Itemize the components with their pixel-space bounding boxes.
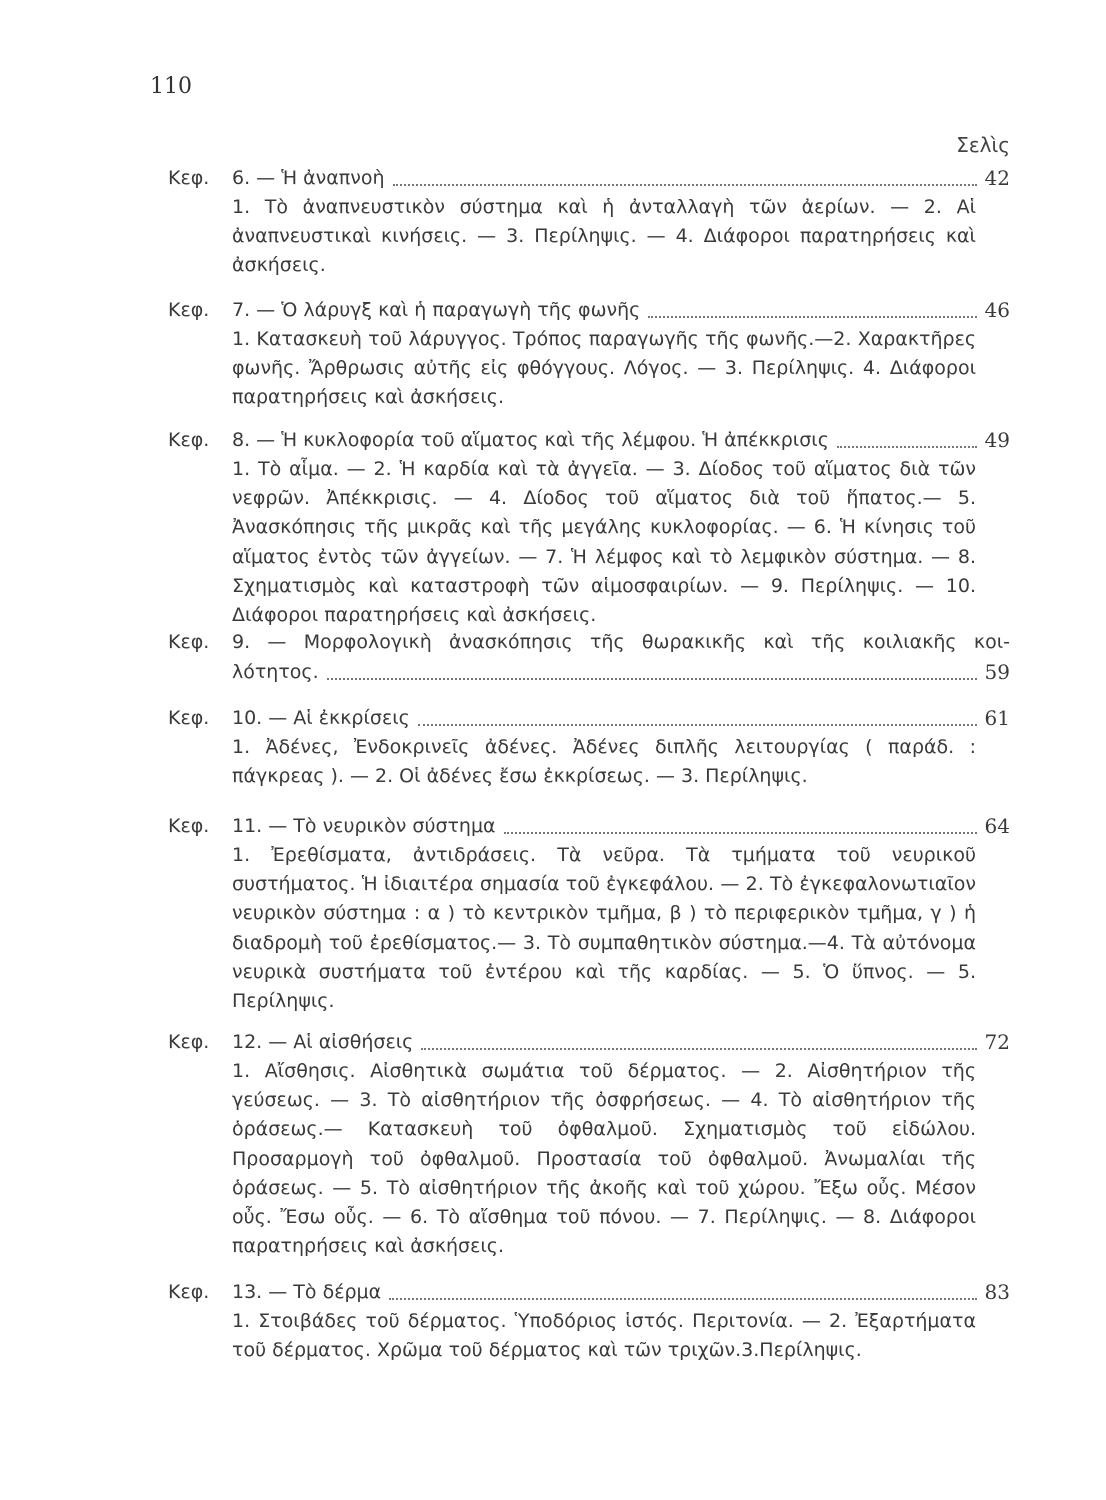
chapter-title-row[interactable] xyxy=(232,812,1010,841)
chapter-label: Κεφ. xyxy=(168,429,210,451)
leader-dots xyxy=(418,723,977,726)
page-reference: 49 xyxy=(984,428,1010,452)
leader-dots xyxy=(389,1297,976,1300)
page-reference: 83 xyxy=(984,1280,1010,1304)
page-reference: 72 xyxy=(984,1030,1010,1054)
chapter-title: 13. — Τὸ δέρμα xyxy=(232,1281,382,1303)
page-reference: 61 xyxy=(984,706,1010,730)
leader-dots xyxy=(327,677,977,680)
chapter-title: 11. — Τὸ νευρικὸν σύστημα xyxy=(232,815,496,837)
chapter-label: Κεφ. xyxy=(168,707,210,729)
chapter-subtopics: 1. Στοιβάδες τοῦ δέρματος. Ὑποδόριος ἱστός. Περιτονία. — 2. Ἐξαρτήματα τοῦ δέρματος. Χρῶμα τοῦ δέρματος καὶ τῶν τριχῶν.3.Περίληψις. xyxy=(232,1310,976,1362)
leader-dots xyxy=(421,1047,976,1050)
leader-dots xyxy=(393,183,977,186)
chapter-subtopics: 1. Τὸ ἀναπνευστικὸν σύστημα καὶ ἡ ἀνταλλαγὴ τῶν ἀερίων. — 2. Αἱ ἀναπνευστικαὶ κινήσεις. — 3. Περίληψις. — 4. Διάφοροι παρατηρήσεις καὶ ἀσκήσεις. xyxy=(232,196,976,277)
chapter-title-row[interactable] xyxy=(232,1028,1010,1057)
chapter-title: λότητος. xyxy=(232,661,319,683)
chapter-title: 7. — Ὁ λάρυγξ καὶ ἡ παραγωγὴ τῆς φωνῆς xyxy=(232,299,641,321)
leader-dots xyxy=(648,315,976,318)
chapter-title: 10. — Αἱ ἐκκρίσεις xyxy=(232,707,410,729)
chapter-subtopics: 1. Κατασκευὴ τοῦ λάρυγγος. Τρόπος παραγωγῆς τῆς φωνῆς.—2. Χαρακτῆρες φωνῆς. Ἄρθρωσις αὐτῆς εἰς φθόγγους. Λόγος. — 3. Περίληψις. 4. Διάφοροι παρατηρήσεις καὶ ἀσκήσεις. xyxy=(232,328,976,409)
chapter-title-row[interactable] xyxy=(232,296,1010,325)
chapter-label: Κεφ. xyxy=(168,815,210,837)
chapter-label: Κεφ. xyxy=(168,631,210,653)
chapter-title-row[interactable] xyxy=(232,164,1010,193)
chapter-title-line1[interactable]: 9. — Μορφολογικὴ ἀνασκόπησις τῆς θωρακικῆς καὶ τῆς κοιλιακῆς κοι- xyxy=(232,631,1010,653)
page-reference: 42 xyxy=(984,166,1010,190)
page-reference: 59 xyxy=(984,660,1010,684)
chapter-label: Κεφ. xyxy=(168,1031,210,1053)
chapter-subtopics: 1. Ἀδένες, Ἐνδοκρινεῖς ἀδένες. Ἀδένες διπλῆς λειτουργίας ( παράδ. : πάγκρεας ). — 2. Οἱ ἀδένες ἔσω ἐκκρίσεως. — 3. Περίληψις. xyxy=(232,736,976,788)
page-number: 110 xyxy=(150,74,192,99)
chapter-title: 8. — Ἡ κυκλοφορία τοῦ αἵματος καὶ τῆς λέμφου. Ἡ ἀπέκκρισις xyxy=(232,429,829,451)
chapter-title: 12. — Αἱ αἰσθήσεις xyxy=(232,1031,414,1053)
chapter-label: Κεφ. xyxy=(168,299,210,321)
chapter-label: Κεφ. xyxy=(168,1281,210,1303)
chapter-title-row[interactable] xyxy=(232,704,1010,733)
chapter-title-row[interactable] xyxy=(232,658,1010,687)
chapter-subtopics: 1. Τὸ αἷμα. — 2. Ἡ καρδία καὶ τὰ ἀγγεῖα. — 3. Δίοδος τοῦ αἵματος διὰ τῶν νεφρῶν. Ἀπέκκρισις. — 4. Δίοδος τοῦ αἵματος διὰ τοῦ ἥπατος.— 5. Ἀνασκόπησις τῆς μικρᾶς καὶ τῆς μεγάλης κυκλοφορίας. — 6. Ἡ κίνησις τοῦ αἵματος ἐντὸς τῶν ἀγγείων. — 7. Ἡ λέμφος καὶ τὸ λεμφικὸν σύστημα. — 8. Σχηματισμὸς καὶ καταστροφὴ τῶν αἱμοσφαιρίων. — 9. Περίληψις. — 10. Διάφοροι παρατηρήσεις καὶ ἀσκήσεις. xyxy=(232,458,976,627)
chapter-title-row[interactable] xyxy=(232,1278,1010,1307)
chapter-title-row[interactable] xyxy=(232,426,1010,455)
leader-dots xyxy=(504,831,977,834)
page-reference: 64 xyxy=(984,814,1010,838)
chapter-subtopics: 1. Αἴσθησις. Αἰσθητικὰ σωμάτια τοῦ δέρματος. — 2. Αἰσθητήριον τῆς γεύσεως. — 3. Τὸ αἰσθητήριον τῆς ὀσφρήσεως. — 4. Τὸ αἰσθητήριον τῆς ὁράσεως.— Κατασκευὴ τοῦ ὀφθαλμοῦ. Σχηματισμὸς τοῦ εἰδώλου. Προσαρμογὴ τοῦ ὀφθαλμοῦ. Προστασία τοῦ ὀφθαλμοῦ. Ἀνωμαλίαι τῆς ὁράσεως. — 5. Τὸ αἰσθητήριον τῆς ἀκοῆς καὶ τοῦ χώρου. Ἔξω οὖς. Μέσον οὖς. Ἔσω οὖς. — 6. Τὸ αἴσθημα τοῦ πόνου. — 7. Περίληψις. — 8. Διάφοροι παρατηρήσεις καὶ ἀσκήσεις. xyxy=(232,1060,976,1258)
leader-dots xyxy=(837,445,977,448)
page-column-header: Σελὶς xyxy=(956,133,1010,157)
chapter-subtopics: 1. Ἐρεθίσματα, ἀντιδράσεις. Τὰ νεῦρα. Τὰ τμήματα τοῦ νευρικοῦ συστήματος. Ἡ ἰδιαιτέρα σημασία τοῦ ἐγκεφάλου. — 2. Τὸ ἐγκεφαλονωτιαῖον νευρικὸν σύστημα : α ) τὸ κεντρικὸν τμῆμα, β ) τὸ περιφερικὸν τμῆμα, γ ) ἡ διαδρομὴ τοῦ ἐρεθίσματος.— 3. Τὸ συμπαθητικὸν σύστημα.—4. Τὰ αὐτόνομα νευρικὰ συστήματα τοῦ ἐντέρου καὶ τῆς καρδίας. — 5. Ὁ ὕπνος. — 5. Περίληψις. xyxy=(232,844,976,1013)
page-reference: 46 xyxy=(984,298,1010,322)
chapter-label: Κεφ. xyxy=(168,167,210,189)
chapter-title: 6. — Ἡ ἀναπνοὴ xyxy=(232,167,385,189)
